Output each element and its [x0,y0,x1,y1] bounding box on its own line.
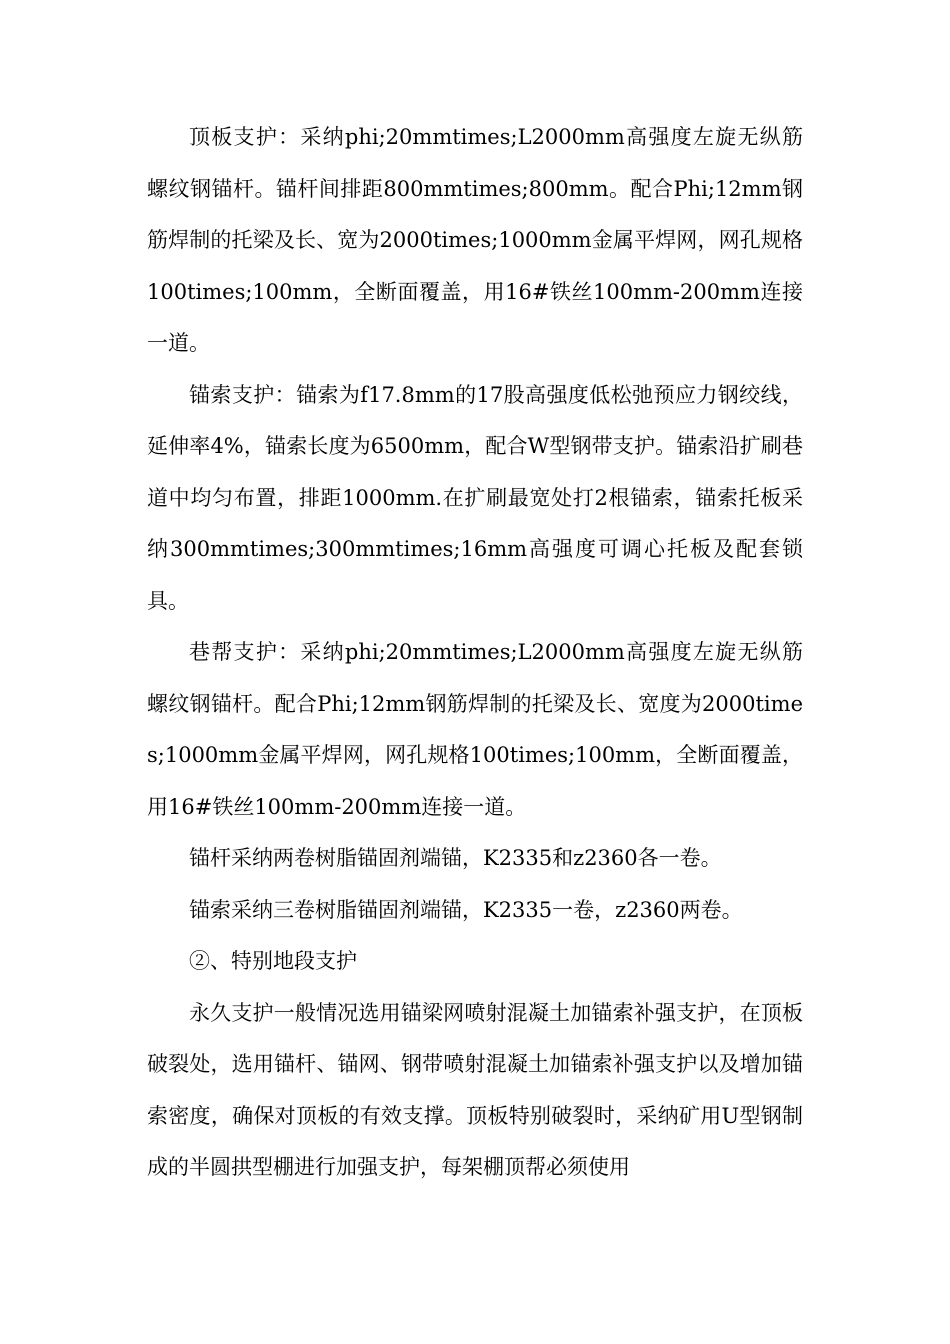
paragraph-sidewall-support: 巷帮支护：采纳phi;20mmtimes;L2000mm高强度左旋无纵筋螺纹钢锚杆。配合Phi;12mm钢筋焊制的托梁及长、宽度为2000times;1000mm金属平焊网，网孔规格100times;100mm，全断面覆盖，用16#铁丝100mm-200mm连接一道。 [147,640,803,819]
document-body [147,112,803,1194]
section-heading-special-support: ②、特别地段支护 [189,949,357,973]
paragraph-cable-anchoring: 锚索采纳三卷树脂锚固剂端锚，K2335一卷，z2360两卷。 [189,897,743,922]
paragraph-cable-support: 锚索支护：锚索为f17.8mm的17股高强度低松弛预应力钢绞线，延伸率4%，锚索长度为6500mm，配合W型钢带支护。锚索沿扩刷巷道中均匀布置，排距1000mm.在扩刷最宽处打2根锚索，锚索托板采纳300mmtimes;300mmtimes;16mm高强度可调心托板及配套锁具。 [147,382,803,613]
paragraph-bolt-anchoring: 锚杆采纳两卷树脂锚固剂端锚，K2335和z2360各一卷。 [189,846,722,870]
paragraph-permanent-support: 永久支护一般情况选用锚梁网喷射混凝土加锚索补强支护，在顶板破裂处，选用锚杆、锚网、钢带喷射混凝土加锚索补强支护以及增加锚索密度，确保对顶板的有效支撑。顶板特别破裂时，采纳矿用U型钢制成的半圆拱型棚进行加强支护，每架棚顶帮必须使用 [147,1000,803,1179]
paragraph-roof-support: 顶板支护：采纳phi;20mmtimes;L2000mm高强度左旋无纵筋螺纹钢锚杆。锚杆间排距800mmtimes;800mm。配合Phi;12mm钢筋焊制的托梁及长、宽为2000times;1000mm金属平焊网，网孔规格100times;100mm，全断面覆盖，用16#铁丝100mm-200mm连接一道。 [147,125,803,355]
